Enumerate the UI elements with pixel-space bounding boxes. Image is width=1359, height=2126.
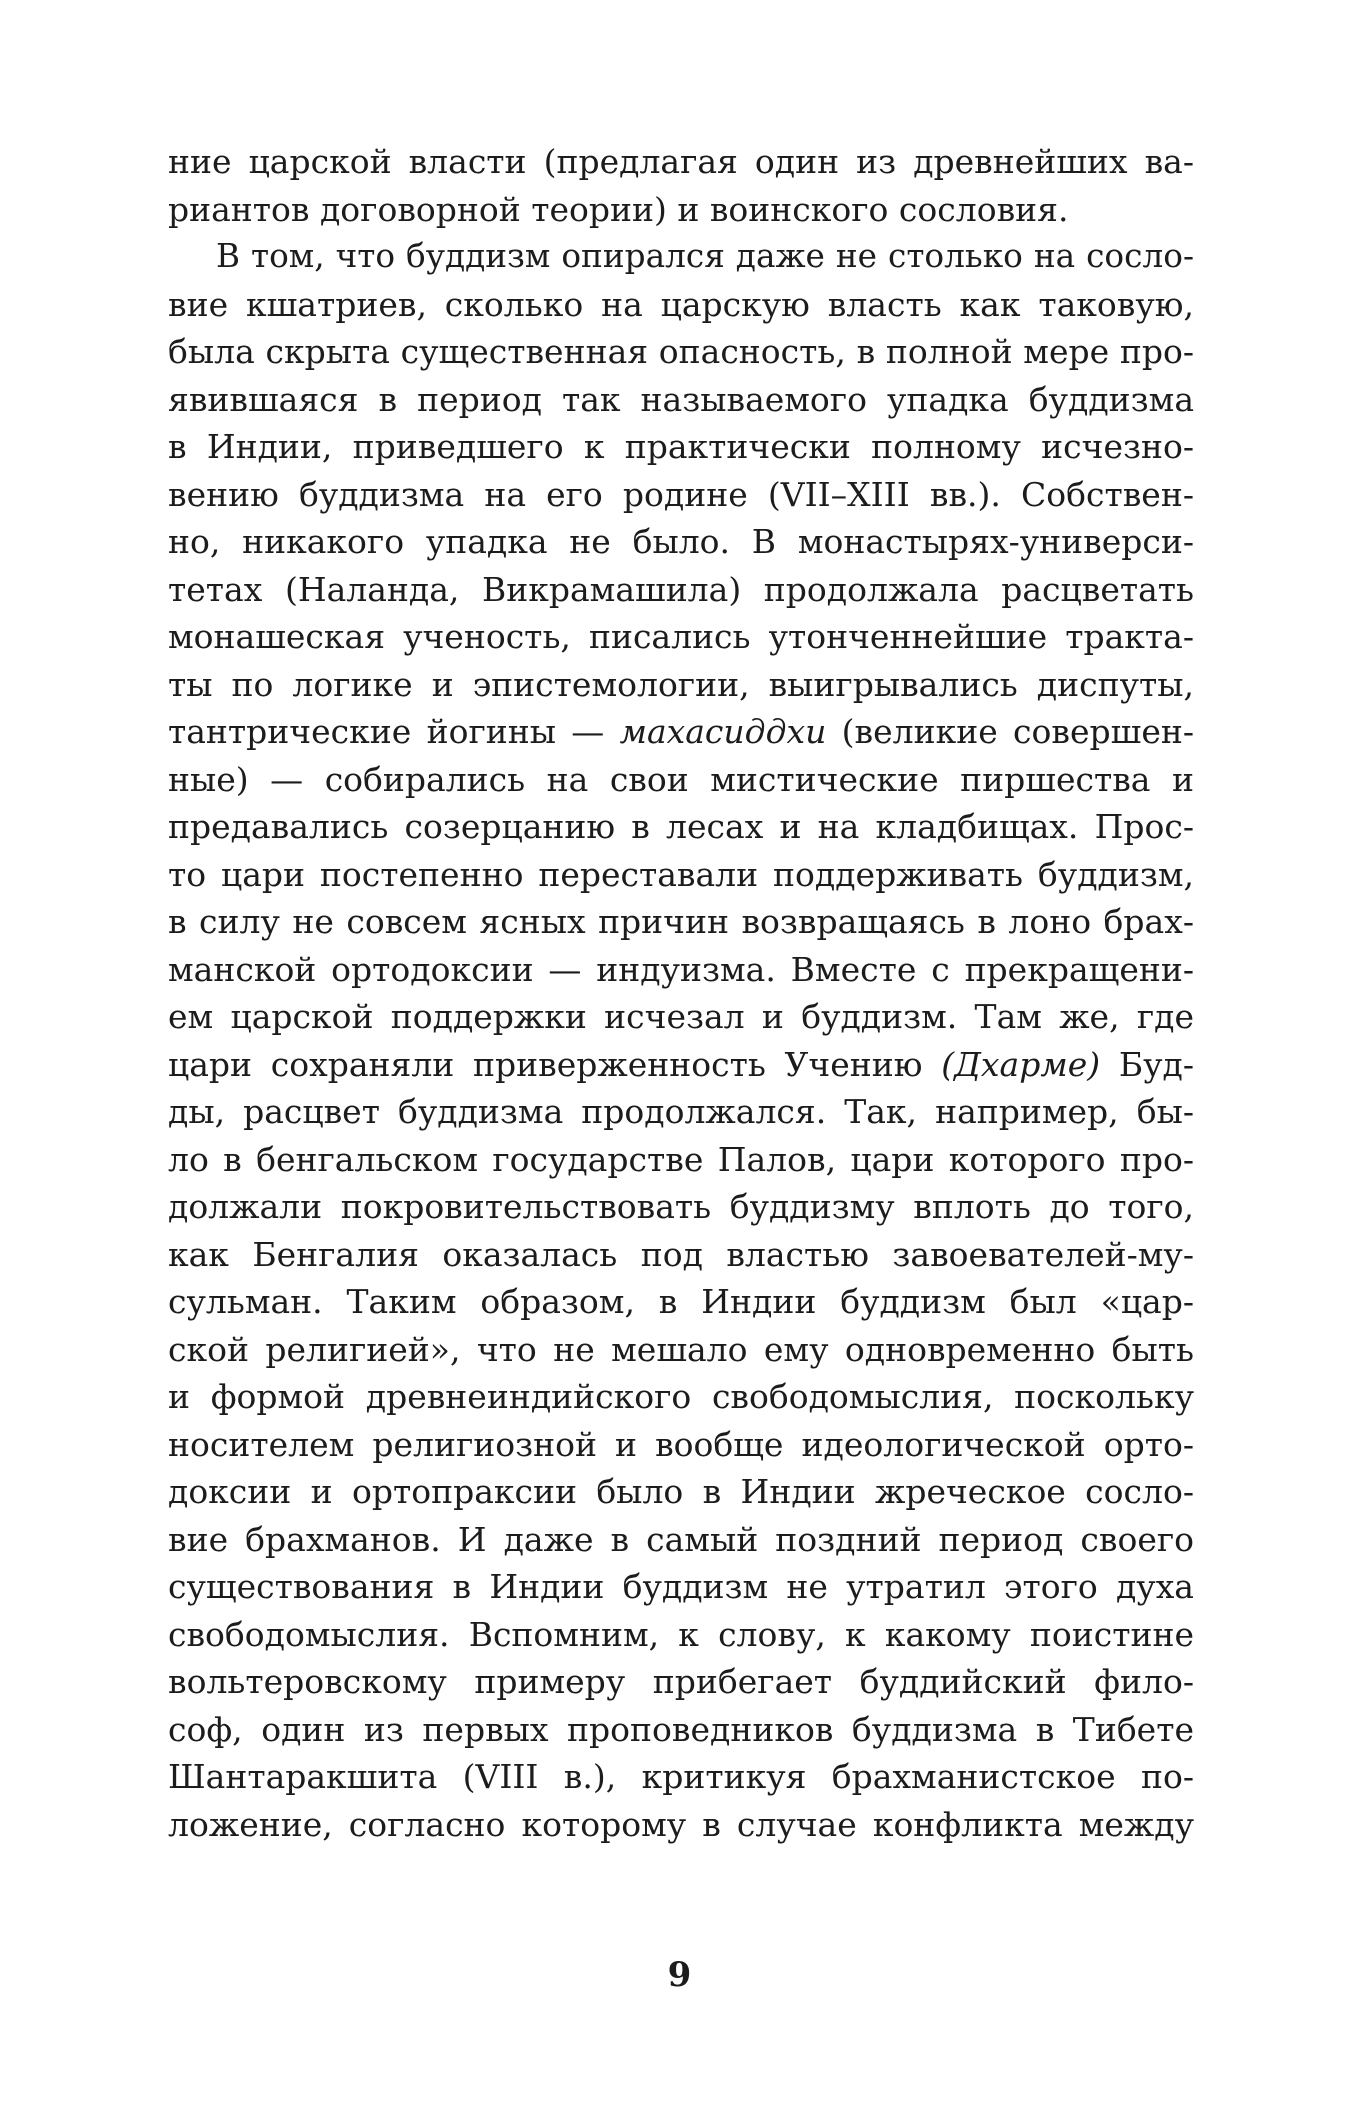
- para-2-line: предавались созерцанию в лесах и на кладбищах. Прос-: [168, 807, 1194, 846]
- para-1-line: ние царской власти (предлагая один из древнейших ва-: [168, 142, 1194, 181]
- para-2-line: ем царской поддержки исчезал и буддизм. Там же, где: [168, 997, 1194, 1036]
- para-2-line: то цари постепенно переставали поддерживать буддизм,: [168, 854, 1194, 894]
- line-segment: цари сохраняли приверженность Учению: [168, 1044, 942, 1084]
- para-2-line: ложение, согласно которому в случае конфликта между: [168, 1804, 1194, 1844]
- para-2-line: но, никакого упадка не было. В монастырях-универси-: [168, 522, 1194, 561]
- line-segment: (великие совершен-: [826, 712, 1194, 751]
- body-text: [168, 138, 1194, 1848]
- para-1-line: риантов договорной теории) и воинского сословия.: [168, 189, 1069, 229]
- para-2-line: тетах (Наланда, Викрамашила) продолжала расцветать: [168, 569, 1194, 609]
- para-2-line: свободомыслия. Вспомним, к слову, к какому поистине: [168, 1614, 1194, 1654]
- para-2-line: вие кшатриев, сколько на царскую власть как таковую,: [168, 284, 1194, 324]
- para-2-line: носителем религиозной и вообще идеологической орто-: [168, 1424, 1194, 1464]
- para-2-line: вольтеровскому примеру прибегает буддийский фило-: [168, 1662, 1194, 1701]
- para-2-line: должали покровительствовать буддизму вплоть до того,: [168, 1187, 1194, 1226]
- para-2-line: как Бенгалия оказалась под властью завоевателей-му-: [168, 1234, 1194, 1274]
- para-2-line: явившаяся в период так называемого упадка буддизма: [168, 379, 1194, 419]
- para-2-line: монашеская ученость, писались утонченнейшие тракта-: [168, 617, 1194, 656]
- para-2-line: ской религией», что не мешало ему одновременно быть: [168, 1329, 1194, 1369]
- line-segment: Буд-: [1100, 1044, 1194, 1084]
- italic-term: махасиддхи: [619, 712, 827, 751]
- para-2-line: существования в Индии буддизм не утратил этого духа: [168, 1567, 1194, 1606]
- para-2-line: доксии и ортопраксии было в Индии жреческое сосло-: [168, 1472, 1194, 1511]
- para-2-line: ные) — собирались на свои мистические пиршества и: [168, 759, 1194, 799]
- para-2-line: ты по логике и эпистемологии, выигрывались диспуты,: [168, 664, 1194, 704]
- para-2-line: [168, 708, 1194, 756]
- para-2-line: ло в бенгальском государстве Палов, цари которого про-: [168, 1139, 1194, 1179]
- para-2-line: была скрыта существенная опасность, в полной мере про-: [168, 332, 1194, 371]
- italic-term: (Дхарме): [941, 1044, 1101, 1084]
- para-2-line: ды, расцвет буддизма продолжался. Так, например, бы-: [168, 1092, 1194, 1131]
- para-2-line: в силу не совсем ясных причин возвращаясь в лоно брах-: [168, 902, 1194, 941]
- page-number: 9: [667, 1955, 692, 1995]
- line-segment: тантрические йогины —: [168, 712, 620, 751]
- para-2-line: в Индии, приведшего к практически полному исчезно-: [168, 427, 1194, 466]
- para-2-line: соф, один из первых проповедников буддизма в Тибете: [168, 1709, 1194, 1749]
- para-2-line: вению буддизма на его родине (VII–XIII вв.). Собствен-: [168, 474, 1194, 514]
- para-2-line: вие брахманов. И даже в самый поздний период своего: [168, 1519, 1194, 1559]
- para-2-line: сульман. Таким образом, в Индии буддизм был «цар-: [168, 1282, 1194, 1321]
- para-2-line: Шантаракшита (VIII в.), критикуя брахманистское по-: [168, 1757, 1194, 1796]
- para-2-line: манской ортодоксии — индуизма. Вместе с прекращени-: [168, 949, 1194, 989]
- para-2-line: и формой древнеиндийского свободомыслия, поскольку: [168, 1377, 1194, 1416]
- para-2-line: В том, что буддизм опирался даже не столько на сосло-: [216, 237, 1194, 275]
- para-2-line: [168, 1041, 1194, 1089]
